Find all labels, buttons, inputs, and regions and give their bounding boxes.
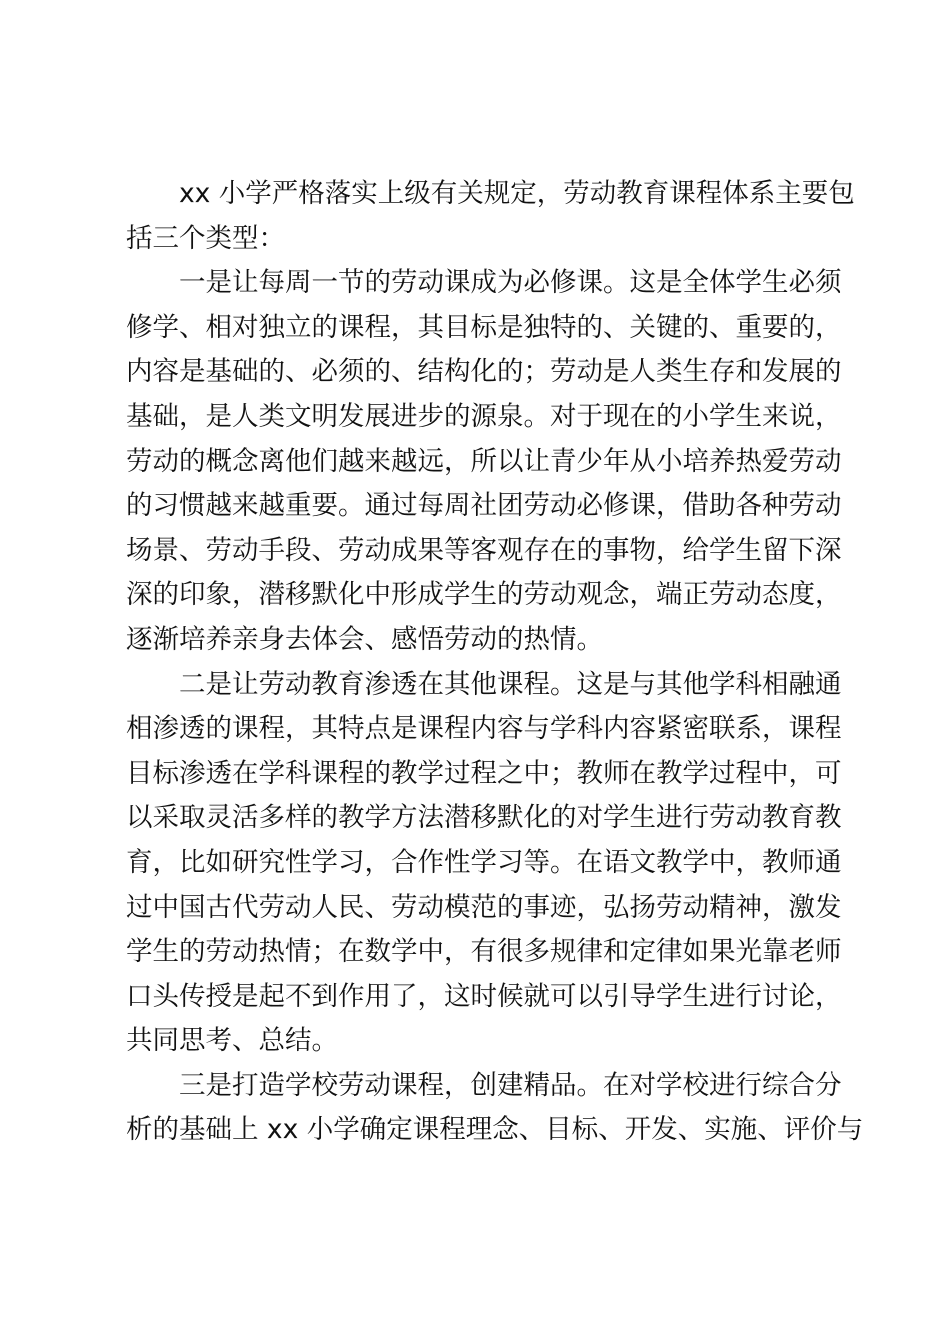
paragraph-type-three [126,1064,864,1153]
text-line: 口头传授是起不到作用了，这时候就可以引导学生进行讨论， [126,980,842,1012]
text-line: 一是让每周一节的劳动课成为必修课。这是全体学生必须 [179,267,842,299]
text-line: 括三个类型： [126,222,285,254]
text-line: 共同思考、总结。 [126,1025,338,1057]
text-line: 三是打造学校劳动课程，创建精品。在对学校进行综合分 [179,1069,842,1101]
text-line: 修学、相对独立的课程，其目标是独特的、关键的、重要的， [126,311,842,343]
text-line: 内容是基础的、必须的、结构化的；劳动是人类生存和发展的 [126,356,842,388]
text-line: 的习惯越来越重要。通过每周社团劳动必修课，借助各种劳动 [126,490,842,522]
text-line: 析的基础上 xx 小学确定课程理念、目标、开发、实施、评价与 [126,1114,864,1146]
paragraph-type-two [126,663,842,1064]
text-line: 相渗透的课程，其特点是课程内容与学科内容紧密联系，课程 [126,713,842,745]
document-body [126,172,864,1153]
text-line: 二是让劳动教育渗透在其他课程。这是与其他学科相融通 [179,668,842,700]
paragraph-intro [126,172,855,261]
text-line: 劳动的概念离他们越来越远，所以让青少年从小培养热爱劳动 [126,445,842,477]
text-line: 深的印象，潜移默化中形成学生的劳动观念，端正劳动态度， [126,579,842,611]
text-line: xx 小学严格落实上级有关规定，劳动教育课程体系主要包 [179,178,855,209]
text-line: 逐渐培养亲身去体会、感悟劳动的热情。 [126,623,603,655]
text-line: 学生的劳动热情；在数学中，有很多规律和定律如果光靠老师 [126,936,842,968]
text-line: 以采取灵活多样的教学方法潜移默化的对学生进行劳动教育教 [126,802,842,834]
paragraph-type-one [126,261,842,662]
text-line: 场景、劳动手段、劳动成果等客观存在的事物，给学生留下深 [126,534,842,566]
text-line: 育，比如研究性学习，合作性学习等。在语文教学中，教师通 [126,846,842,878]
text-line: 过中国古代劳动人民、劳动模范的事迹，弘扬劳动精神，激发 [126,891,842,923]
text-line: 基础，是人类文明发展进步的源泉。对于现在的小学生来说， [126,400,842,432]
text-line: 目标渗透在学科课程的教学过程之中；教师在教学过程中，可 [126,757,842,789]
